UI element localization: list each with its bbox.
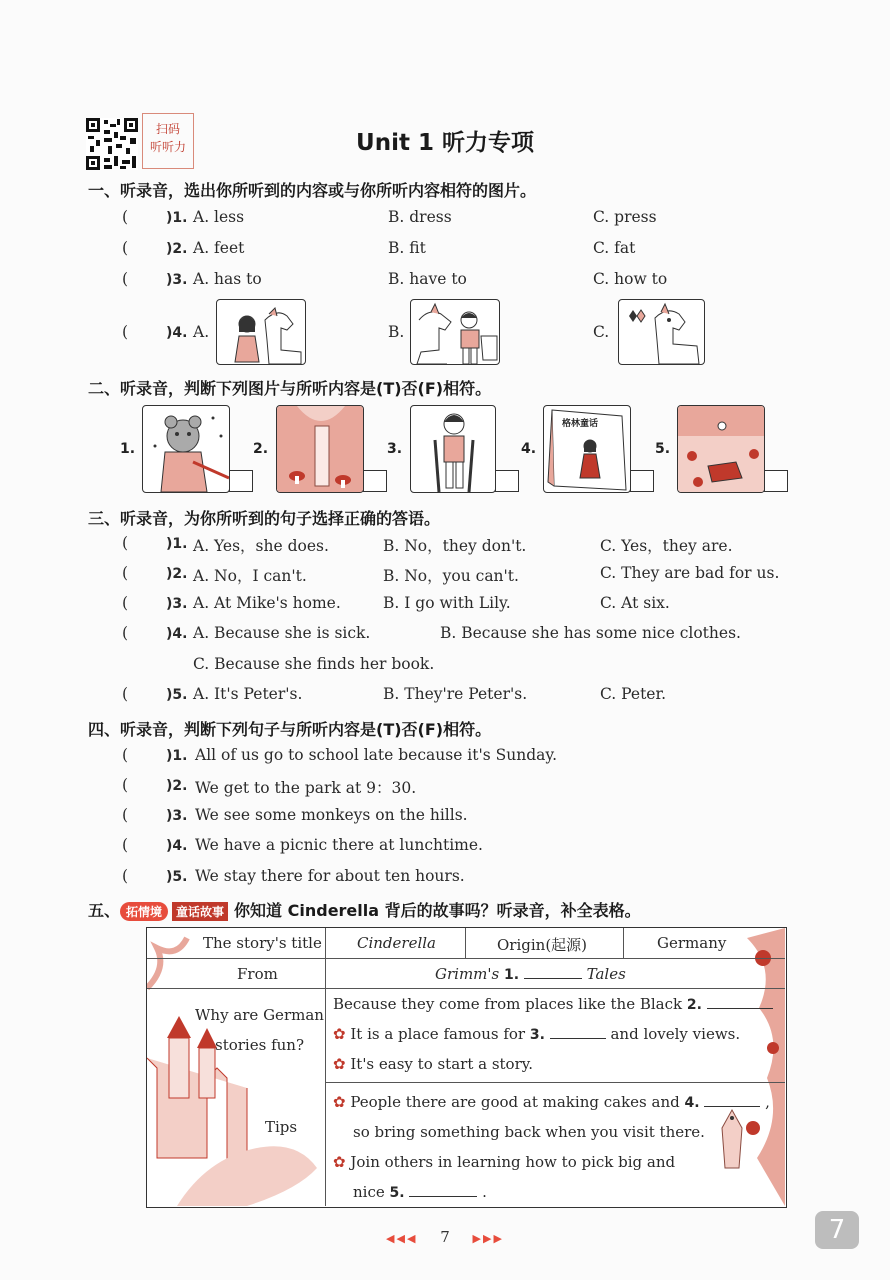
answer-paren[interactable]: ( — [122, 685, 129, 703]
option-c: C. fat — [593, 239, 636, 257]
option-b: B. dress — [388, 208, 452, 226]
option-b: B. fit — [388, 239, 426, 257]
blank-4[interactable] — [704, 1106, 760, 1107]
answer-paren[interactable]: ( — [122, 564, 129, 582]
statement-number: )3. — [166, 808, 188, 824]
story-table — [146, 927, 787, 1208]
option-b: B. Because she has some nice clothes. — [440, 624, 741, 642]
section2-heading: 二、听录音，判断下列图片与所听内容是(T)否(F)相符。 — [88, 379, 492, 398]
scan-listen-stamp: 扫码 听听力 — [142, 113, 194, 169]
question-number: )3. — [166, 596, 188, 612]
option-b: B. I go with Lily. — [383, 594, 511, 612]
option-a: A. feet — [193, 239, 245, 257]
question-number: )4. — [166, 626, 188, 642]
option-c: C. At six. — [600, 594, 670, 612]
picture-label-2: 2. — [253, 441, 269, 457]
tf-answer-box-2[interactable] — [363, 470, 387, 492]
column-divider — [325, 928, 326, 1206]
answer-paren[interactable]: ( — [122, 776, 129, 794]
next-arrows-icon[interactable]: ▶▶▶ — [472, 1232, 504, 1245]
label-story-title: The story's title — [203, 934, 322, 952]
leaf-bullet-icon: ✿ — [333, 1055, 346, 1073]
option-a: A. Because she is sick. — [193, 624, 371, 642]
picture-1-bear-in-snow — [142, 405, 230, 493]
page-title: Unit 1 听力专项 — [356, 130, 534, 156]
page-badge: 7 — [815, 1211, 859, 1249]
option-c-picture-horse-with-butterfly[interactable] — [618, 299, 705, 365]
statement-text: All of us go to school late because it's Sunday. — [195, 746, 558, 764]
label-origin: Origin(起源) — [497, 936, 588, 954]
tip-line-1: ✿ People there are good at making cakes and 4. , — [333, 1093, 770, 1111]
option-a: A. Yes，she does. — [193, 537, 329, 555]
picture-2-forest-mushrooms — [276, 405, 364, 493]
option-a: A. — [193, 323, 210, 341]
answer-paren[interactable]: ( — [122, 270, 129, 288]
option-a: A. It's Peter's. — [193, 685, 303, 703]
answer-paren[interactable]: ( — [122, 208, 129, 226]
tf-answer-box-1[interactable] — [229, 470, 253, 492]
book-title: 格林童话 — [562, 419, 599, 429]
reason-line-1: Because they come from places like the Black 2. — [333, 995, 773, 1013]
row-divider — [147, 958, 785, 959]
tip-line-3: ✿ Join others in learning how to pick big and — [333, 1153, 676, 1171]
option-c: C. how to — [593, 270, 668, 288]
section4-heading: 四、听录音，判断下列句子与所听内容是(T)否(F)相符。 — [88, 720, 492, 739]
picture-label-1: 1. — [120, 441, 136, 457]
origin-value: Germany — [657, 934, 727, 952]
question-number: )3. — [166, 272, 188, 288]
tf-answer-box-5[interactable] — [764, 470, 788, 492]
context-tag: 拓情境 — [120, 902, 168, 921]
reason-line-2: ✿ It is a place famous for 3. and lovely views. — [333, 1025, 741, 1043]
answer-paren[interactable]: ( — [122, 746, 129, 764]
option-c: C. Because she finds her book. — [193, 655, 435, 673]
section1-heading: 一、听录音，选出你所听到的内容或与你所听内容相符的图片。 — [88, 181, 537, 200]
option-c: C. press — [593, 208, 657, 226]
question-number: )1. — [166, 536, 188, 552]
option-b: B. — [388, 323, 405, 341]
option-c: C. They are bad for us. — [600, 564, 780, 582]
statement-text: We have a picnic there at lunchtime. — [195, 836, 483, 854]
statement-number: )5. — [166, 869, 188, 885]
question-number: )5. — [166, 687, 188, 703]
option-b: B. No，you can't. — [383, 567, 519, 585]
picture-4-fairy-tale-book — [543, 405, 631, 493]
option-b: B. They're Peter's. — [383, 685, 528, 703]
answer-paren[interactable]: ( — [122, 323, 129, 341]
option-b: B. No，they don't. — [383, 537, 527, 555]
blank-3[interactable] — [550, 1038, 606, 1039]
question-number: )2. — [166, 241, 188, 257]
picture-label-5: 5. — [655, 441, 671, 457]
blank-1[interactable] — [524, 978, 582, 979]
label-tips: Tips — [265, 1118, 298, 1136]
reason-line-3: ✿ It's easy to start a story. — [333, 1055, 534, 1073]
page-footer — [0, 1228, 890, 1246]
section3-heading: 三、听录音，为你所听到的句子选择正确的答语。 — [88, 509, 441, 528]
picture-label-4: 4. — [521, 441, 537, 457]
label-why-fun-line1: Why are German — [195, 1006, 324, 1024]
statement-text: We get to the park at 9：30. — [195, 779, 417, 797]
prev-arrows-icon[interactable]: ◀◀◀ — [386, 1232, 418, 1245]
row-divider — [325, 1082, 785, 1083]
tf-answer-box-3[interactable] — [495, 470, 519, 492]
statement-number: )4. — [166, 838, 188, 854]
statement-text: We see some monkeys on the hills. — [195, 806, 468, 824]
option-a: A. less — [193, 208, 245, 226]
option-a: A. At Mike's home. — [193, 594, 341, 612]
question-number: )1. — [166, 210, 188, 226]
statement-number: )2. — [166, 778, 188, 794]
blank-2[interactable] — [707, 1008, 773, 1009]
cell-divider — [623, 928, 624, 958]
leaf-bullet-icon: ✿ — [333, 1025, 346, 1043]
picture-3-boy-on-crutches — [410, 405, 496, 493]
statement-number: )1. — [166, 748, 188, 764]
statement-text: We stay there for about ten hours. — [195, 867, 465, 885]
label-from: From — [237, 965, 278, 983]
option-a: A. No，I can't. — [193, 567, 307, 585]
option-a: A. has to — [193, 270, 262, 288]
answer-paren[interactable]: ( — [122, 594, 129, 612]
answer-paren[interactable]: ( — [122, 836, 129, 854]
option-b: B. have to — [388, 270, 467, 288]
leaf-bullet-icon: ✿ — [333, 1153, 346, 1171]
answer-paren[interactable]: ( — [122, 867, 129, 885]
blank-5[interactable] — [409, 1196, 477, 1197]
answer-paren[interactable]: ( — [122, 624, 129, 642]
tip-line-4: nice 5. . — [353, 1183, 487, 1201]
tip-line-2: so bring something back when you visit there. — [353, 1123, 705, 1141]
option-a-picture-girl-with-horse[interactable] — [216, 299, 306, 365]
story-title-value: Cinderella — [357, 934, 436, 952]
leaf-bullet-icon: ✿ — [333, 1093, 346, 1111]
picture-label-3: 3. — [387, 441, 403, 457]
question-number: )2. — [166, 566, 188, 582]
page-number: 7 — [440, 1228, 450, 1246]
option-b-picture-boy-with-horse[interactable] — [410, 299, 500, 365]
option-c: C. Yes，they are. — [600, 537, 733, 555]
row-divider — [147, 988, 785, 989]
answer-paren[interactable]: ( — [122, 806, 129, 824]
section5-heading: 五、 拓情境 童话故事 你知道 Cinderella 背后的故事吗？听录音，补全表格。 — [88, 901, 641, 920]
option-c: C. Peter. — [600, 685, 667, 703]
question-number: )4. — [166, 325, 188, 341]
answer-paren[interactable]: ( — [122, 239, 129, 257]
picture-5-treasure-garden — [677, 405, 765, 493]
answer-paren[interactable]: ( — [122, 534, 129, 552]
label-why-fun-line2: stories fun? — [215, 1036, 304, 1054]
from-value: Grimm's 1. Tales — [435, 965, 626, 983]
fairy-tale-tag: 童话故事 — [172, 902, 228, 921]
option-c: C. — [593, 323, 610, 341]
cell-divider — [465, 928, 466, 958]
tf-answer-box-4[interactable] — [630, 470, 654, 492]
